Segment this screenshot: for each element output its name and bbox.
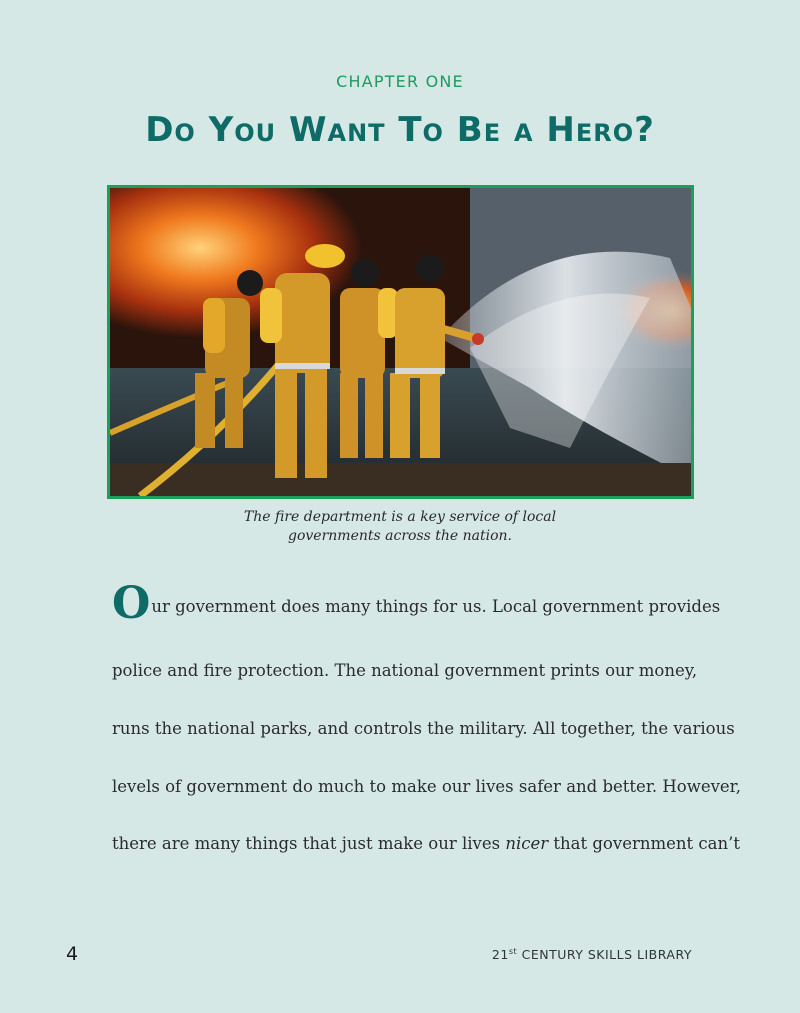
body-line-text: that government can’t (548, 834, 740, 853)
caption-line: governments across the nation. (288, 528, 512, 544)
body-line-text: there are many things that just make our lives (112, 834, 506, 853)
series-name: CENTURY SKILLS LIBRARY (517, 947, 692, 963)
photo-caption (200, 508, 600, 546)
body-line-text: ur government does many things for us. Local government provides (151, 597, 721, 616)
drop-cap: O (112, 578, 151, 629)
caption-line: The fire department is a key service of local (243, 509, 557, 525)
series-number: 21 (491, 947, 509, 963)
series-superscript: st (508, 947, 518, 956)
chapter-title: Do You Want To Be a Hero? (145, 110, 655, 150)
photo-frame (107, 185, 694, 499)
emphasis-word: nicer (505, 834, 549, 853)
chapter-label: CHAPTER ONE (336, 72, 464, 91)
body-line (112, 578, 721, 629)
firefighters-photo (110, 188, 691, 496)
body-line (112, 834, 740, 853)
page-number: 4 (66, 943, 79, 965)
body-line: police and fire protection. The national government prints our money, (112, 661, 698, 680)
series-title (492, 947, 692, 962)
body-line: runs the national parks, and controls the military. All together, the various (112, 719, 735, 738)
body-line: levels of government do much to make our lives safer and better. However, (112, 777, 741, 796)
